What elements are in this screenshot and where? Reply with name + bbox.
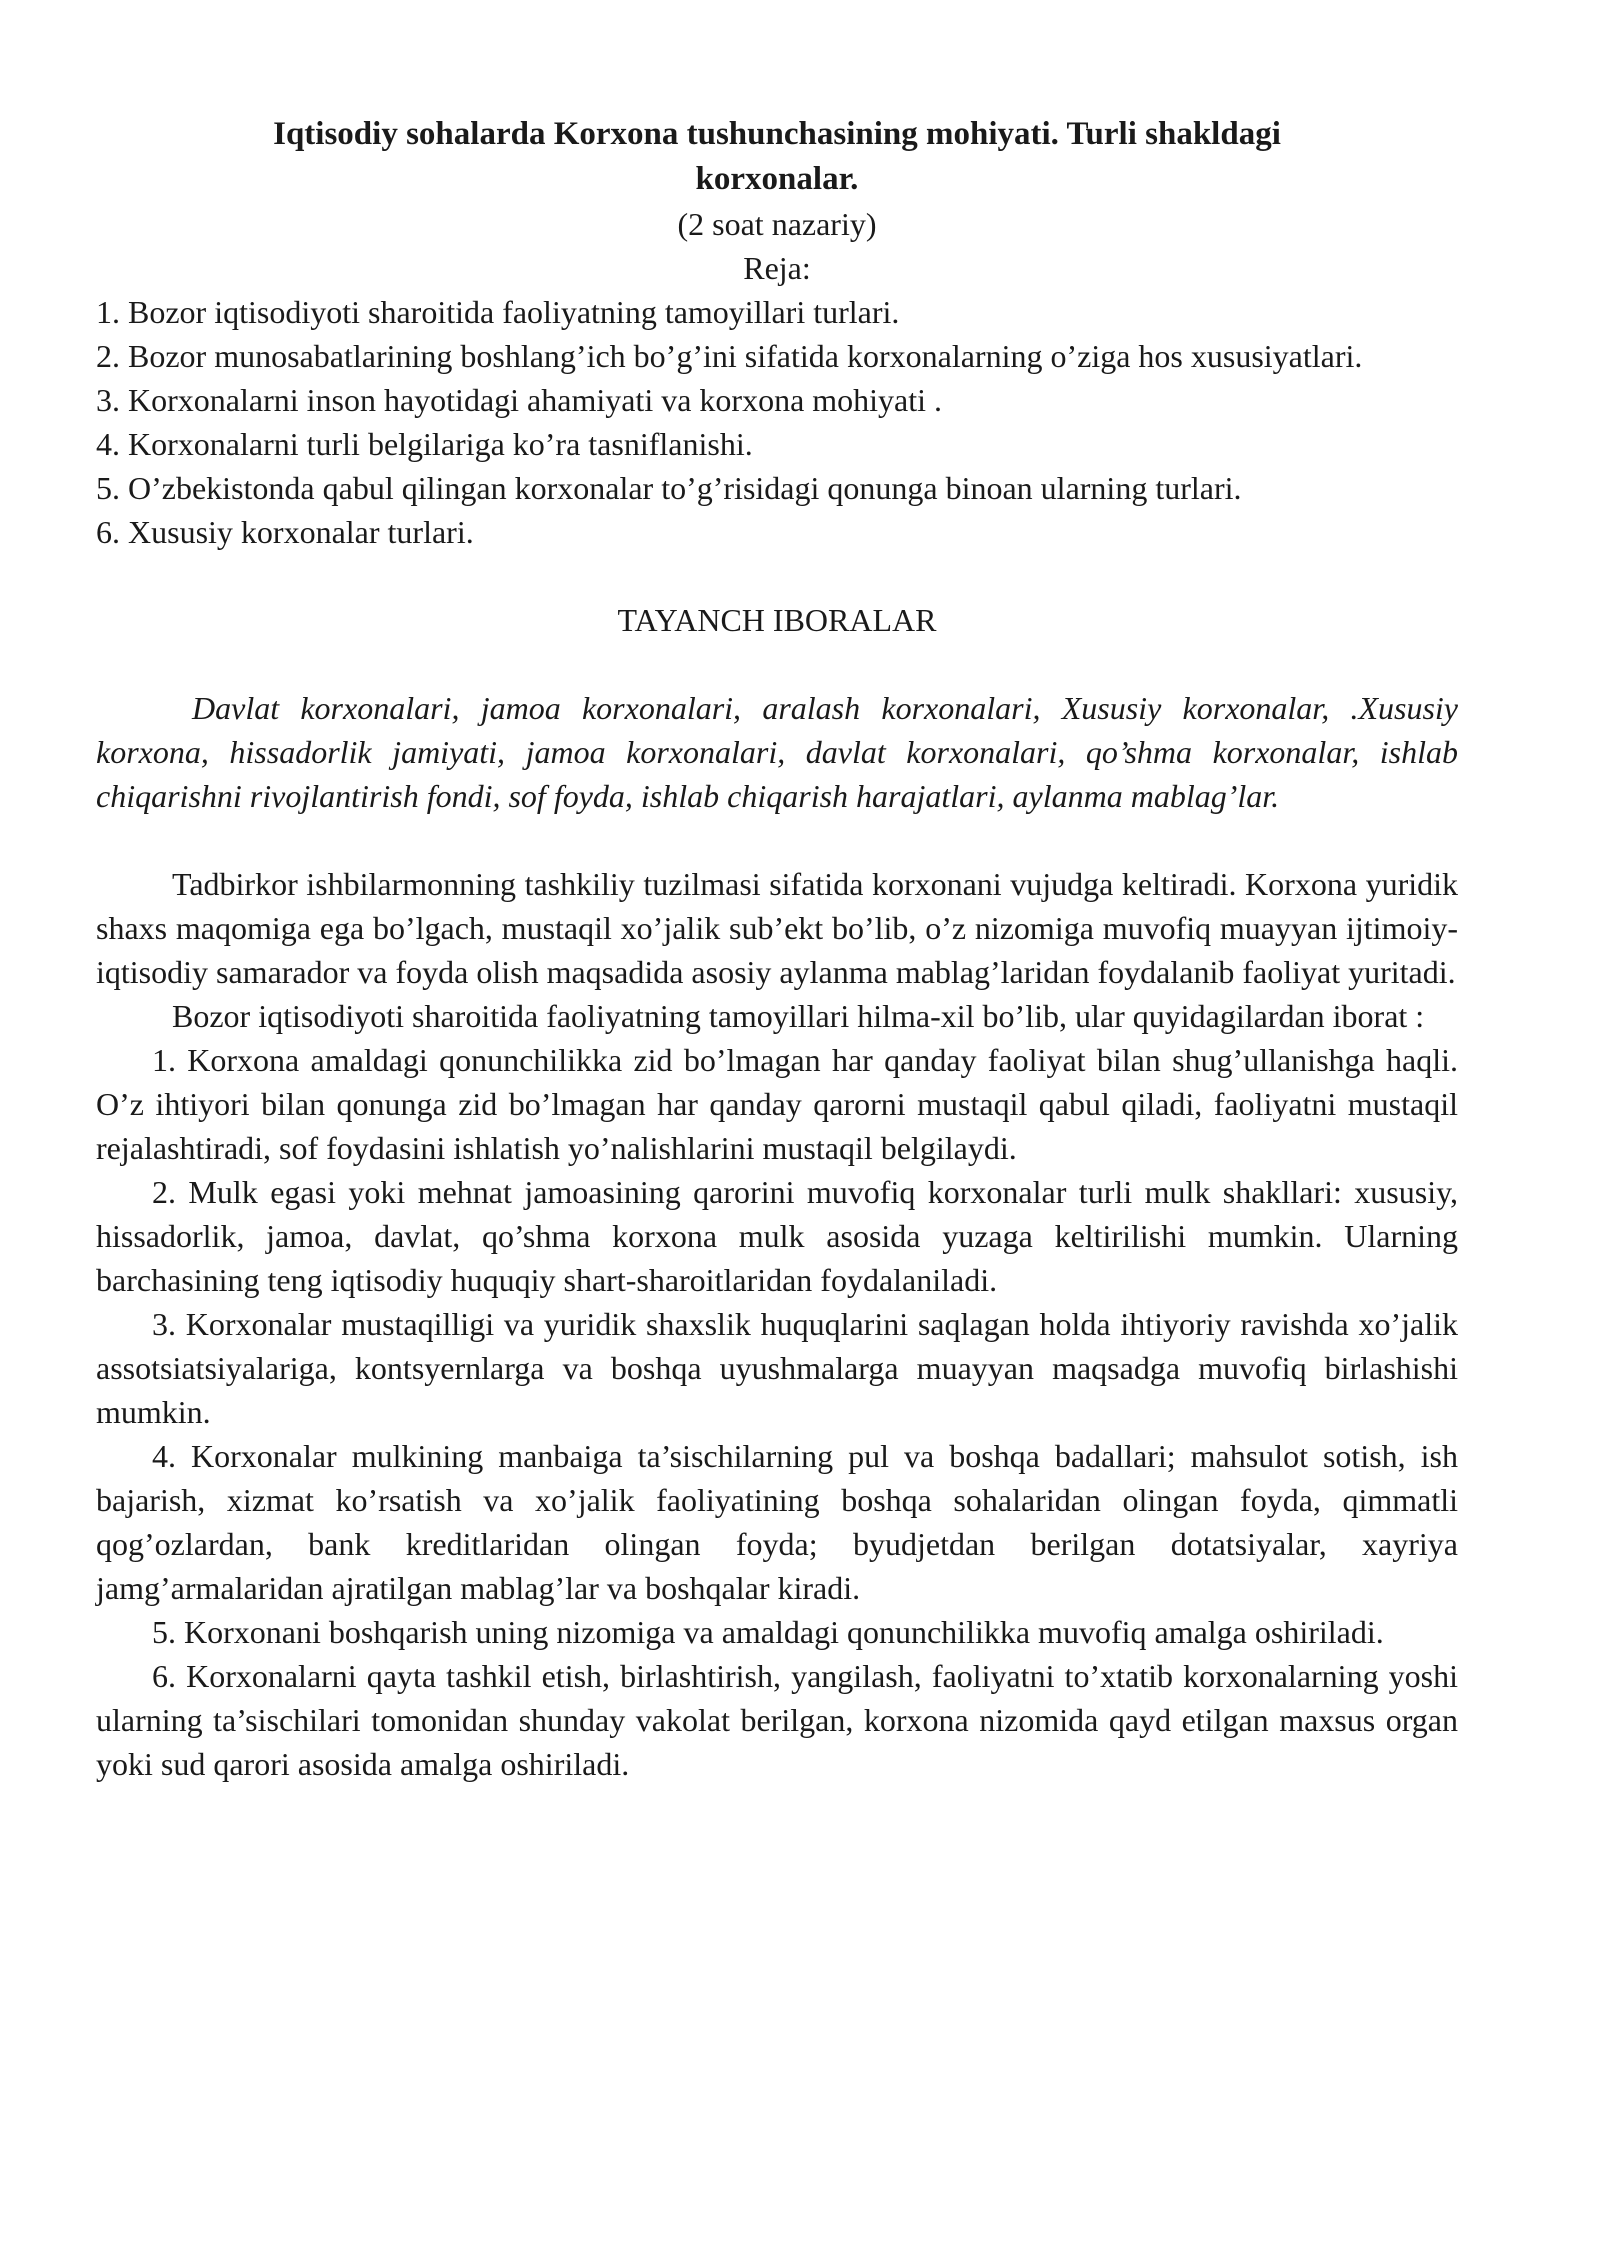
principles-intro: Bozor iqtisodiyoti sharoitida faoliyatning tamoyillari hilma-xil bo’lib, ular quyidagilardan iborat :: [172, 998, 1425, 1034]
principle-item: 2. Mulk egasi yoki mehnat jamoasining qarorini muvofiq korxonalar turli mulk shakllari: xususiy, hissadorlik, jamoa, davlat, qo’shma korxona mulk asosida yuzaga keltirilishi mumkin. Ularning barchasining teng iqtisodiy huquqiy shart-sharoitlaridan foydalaniladi.: [96, 1174, 1458, 1298]
plan-item: 4. Korxonalarni turli belgilariga ko’ra tasniflanishi.: [96, 426, 753, 462]
plan-item: 1. Bozor iqtisodiyoti sharoitida faoliyatning tamoyillari turlari.: [96, 294, 900, 330]
keywords-paragraph: Davlat korxonalari, jamoa korxonalari, aralash korxonalari, Xususiy korxonalar, .Xususiy korxona, hissadorlik jamiyati, jamoa korxonalari, davlat korxonalari, qo’shma korxonalar, ishlab chiqarishni rivojlantirish fondi, sof foyda, ishlab chiqarish harajatlari, aylanma mablag’lar.: [96, 690, 1458, 814]
plan-label: Reja:: [743, 250, 811, 286]
plan-item: 5. O’zbekistonda qabul qilingan korxonalar to’g’risidagi qonunga binoan ularning turlari.: [96, 470, 1242, 506]
principle-item: 4. Korxonalar mulkining manbaiga ta’sischilarning pul va boshqa badallari; mahsulot sotish, ish bajarish, xizmat ko’rsatish va xo’jalik faoliyatining boshqa sohalaridan olingan foyda, qimmatli qog’ozlardan, bank kreditlaridan olingan foyda; byudjetdan berilgan dotatsiyalar, xayriya jamg’armalaridan ajratilgan mablag’lar va boshqalar kiradi.: [96, 1438, 1458, 1606]
plan-item: 3. Korxonalarni inson hayotidagi ahamiyati va korxona mohiyati .: [96, 382, 943, 418]
plan-item: 2. Bozor munosabatlarining boshlang’ich bo’g’ini sifatida korxonalarning o’ziga hos xususiyatlari.: [96, 338, 1363, 374]
document-title: Iqtisodiy sohalarda Korxona tushunchasining mohiyati. Turli shakldagi korxonalar.: [273, 116, 1281, 197]
plan-item: 6. Xususiy korxonalar turlari.: [96, 514, 474, 550]
principle-item: 3. Korxonalar mustaqilligi va yuridik shaxslik huquqlarini saqlagan holda ihtiyoriy ravishda xo’jalik assotsiatsiyalariga, kontsyernlarga va boshqa uyushmalarga muayyan maqsadga muvofiq birlashishi mumkin.: [96, 1306, 1458, 1430]
hours-note: (2 soat nazariy): [677, 206, 877, 242]
principles-list: [96, 1038, 1458, 1786]
document-page: [96, 112, 1458, 1786]
principle-item: 6. Korxonalarni qayta tashkil etish, birlashtirish, yangilash, faoliyatni to’xtatib korxonalarning yoshi ularning ta’sischilari tomonidan shunday vakolat berilgan, korxona nizomida qayd etilgan maxsus organ yoki sud qarori asosida amalga oshiriladi.: [96, 1658, 1458, 1782]
principle-item: 1. Korxona amaldagi qonunchilikka zid bo’lmagan har qanday faoliyat bilan shug’ullanishga haqli. O’z ihtiyori bilan qonunga zid bo’lmagan har qanday qarorni mustaqil qabul qiladi, faoliyatni mustaqil rejalashtiradi, sof foydasini ishlatish yo’nalishlarini mustaqil belgilaydi.: [96, 1042, 1458, 1166]
principle-item: 5. Korxonani boshqarish uning nizomiga va amaldagi qonunchilikka muvofiq amalga oshiriladi.: [152, 1614, 1384, 1650]
intro-paragraph: Tadbirkor ishbilarmonning tashkiliy tuzilmasi sifatida korxonani vujudga keltiradi. Korxona yuridik shaxs maqomiga ega bo’lgach, mustaqil xo’jalik sub’ekt bo’lib, o’z nizomiga muvofiq muayyan ijtimoiy-iqtisodiy samarador va foyda olish maqsadida asosiy aylanma mablag’laridan foydalanib faoliyat yuritadi.: [96, 866, 1458, 990]
keywords-heading: TAYANCH IBORALAR: [617, 602, 937, 638]
plan-list: [96, 290, 1458, 554]
